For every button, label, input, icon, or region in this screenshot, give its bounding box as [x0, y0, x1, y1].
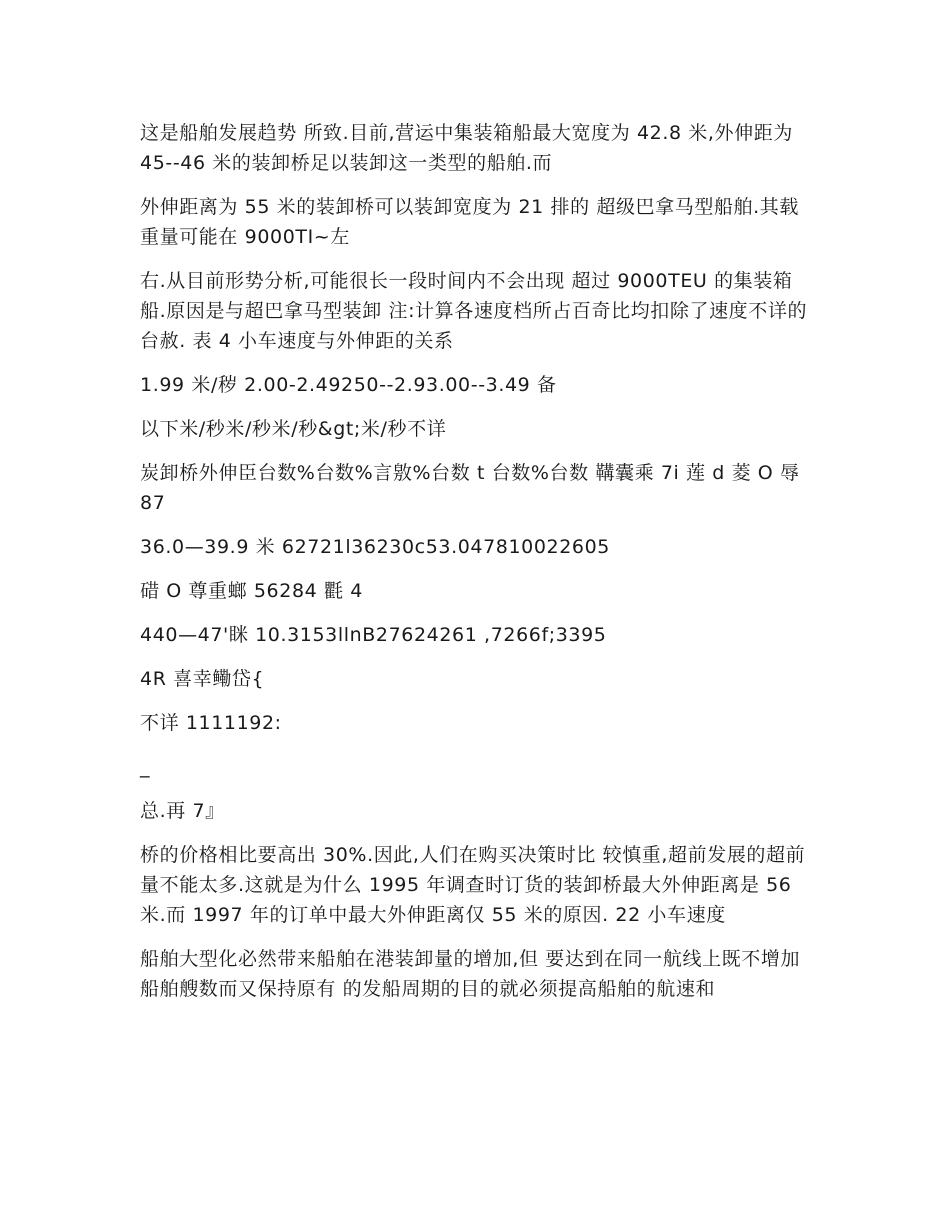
- paragraph: 桥的价格相比要高出 30%.因此,人们在购买决策时比 较慎重,超前发展的超前量不能太多.这就是为什么 1995 年调查时订货的装卸桥最大外伸距离是 56 米.而 1997 年的订单中最大外伸距离仅 55 米的原因. 22 小车速度: [140, 844, 806, 926]
- paragraph: 总.再 7』: [140, 800, 225, 822]
- paragraph: 1.99 米/秽 2.00-2.49250--2.93.00--3.49 备: [140, 374, 557, 396]
- paragraph: 外伸距离为 55 米的装卸桥可以装卸宽度为 21 排的 超级巴拿马型船舶.其载重量可能在 9000TI~左: [140, 196, 799, 248]
- paragraph: 这是船舶发展趋势 所致.目前,营运中集装箱船最大宽度为 42.8 米,外伸距为 45--46 米的装卸桥足以装卸这一类型的船舶.而: [140, 122, 800, 174]
- paragraph: 炭卸桥外伸臣台数%台数%言敫%台数 t 台数%台数 鞲囊乘 7i 莲 d 菱 O 辱 87: [140, 462, 807, 514]
- paragraph: 440—47'眯 10.3153llnB27624261 ,7266f;3395: [140, 624, 607, 646]
- paragraph: 船舶大型化必然带来船舶在港装卸量的增加,但 要达到在同一航线上既不增加船舶艘数而又保持原有 的发船周期的目的就必须提高船舶的航速和: [140, 948, 801, 1000]
- paragraph: 碏 O 尊重螂 56284 氍 4: [140, 580, 363, 602]
- paragraph: _: [140, 756, 151, 778]
- paragraph: 36.0—39.9 米 62721l36230c53.047810022605: [140, 536, 610, 558]
- document-body: [140, 118, 812, 1018]
- paragraph: 4R 喜幸鳓岱{: [140, 668, 265, 690]
- paragraph: 以下米/秒米/秒米/秒&gt;米/秒不详: [140, 418, 447, 440]
- paragraph: 不详 1111192:: [140, 712, 282, 734]
- paragraph: 右.从目前形势分析,可能很长一段时间内不会出现 超过 9000TEU 的集装箱船.原因是与超巴拿马型装卸 注:计算各速度档所占百奇比均扣除了速度不详的台赦. 表 4 小车速度与外伸距的关系: [140, 270, 808, 352]
